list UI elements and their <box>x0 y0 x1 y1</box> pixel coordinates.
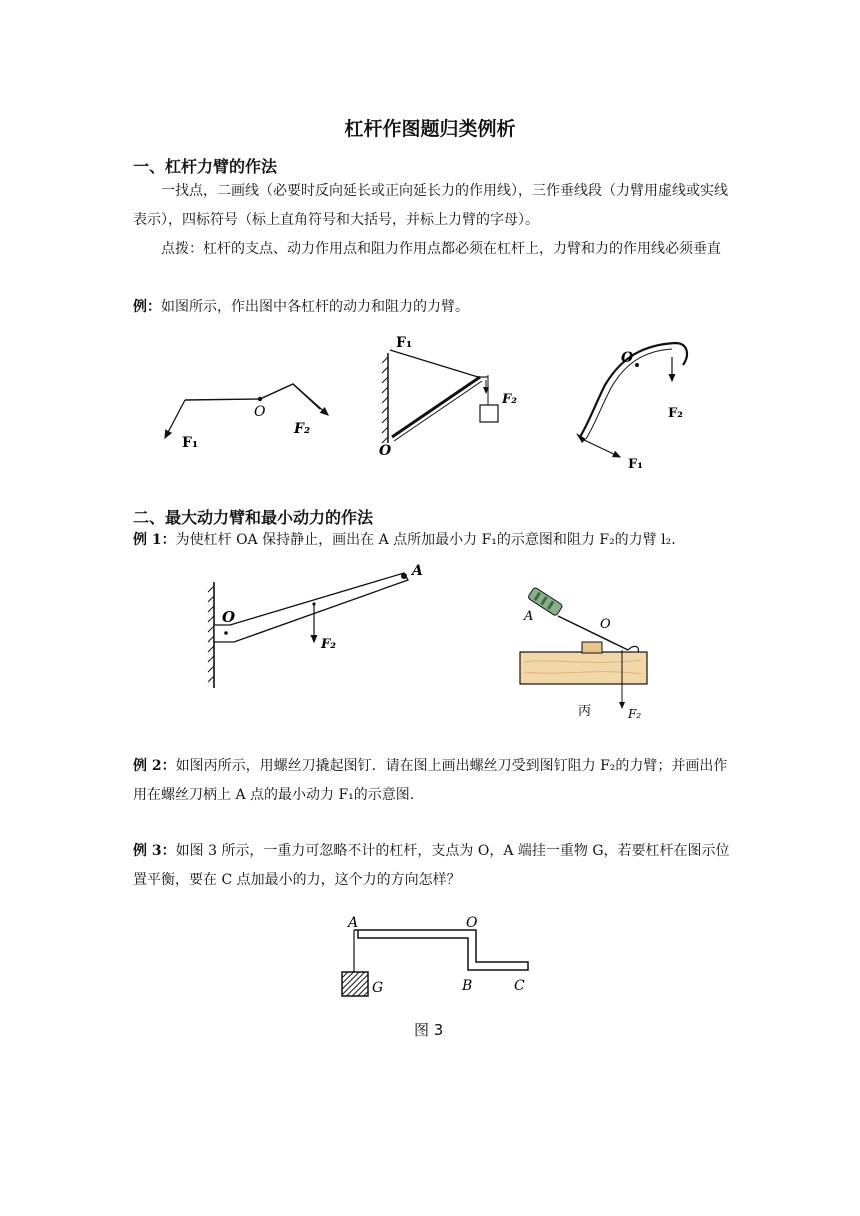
ex3-label-A: A <box>348 915 359 931</box>
ex2-label-bing: 丙 <box>578 704 592 719</box>
example-1-text: 为使杠杆 OA 保持静止，画出在 A 点所加最小力 F₁的示意图和阻力 F₂的力臂 l₂. <box>175 532 676 548</box>
section1-example <box>133 293 741 322</box>
ex3-label-G: G <box>372 980 384 996</box>
ex1-label-O: O <box>222 608 236 626</box>
ex3-label-B: B <box>462 978 473 994</box>
example-3 <box>133 837 741 895</box>
lever2-label-F2: F₂ <box>502 392 517 407</box>
example-2-text: 如图丙所示，用螺丝刀撬起图钉．请在图上画出螺丝刀受到图钉阻力 F₂的力臂；并画出作用在螺丝刀柄上 A 点的最小动力 F₁的示意图. <box>133 758 728 803</box>
figure-3-caption: 图 3 <box>414 1021 444 1039</box>
lever-1 <box>165 384 328 451</box>
lever3-label-F2: F₂ <box>668 406 683 421</box>
section1-paragraph-2: 点拨：杠杆的支点、动力作用点和阻力作用点都必须在杠杆上，力臂和力的作用线必须垂直 <box>161 241 721 257</box>
example-3-label: 例 3： <box>133 843 176 859</box>
ex3-label-O: O <box>466 915 478 931</box>
ex2-label-F2: F₂ <box>628 707 642 720</box>
lever2-label-O: O <box>379 443 392 459</box>
example-3-text: 如图 3 所示，一重力可忽略不计的杠杆，支点为 O，A 端挂一重物 G，若要杠杆在图示位置平衡，要在 C 点加最小的力，这个力的方向怎样？ <box>133 843 730 888</box>
section1-paragraph-1: 一找点，二画线（必要时反向延长或正向延长力的作用线），三作垂线段（力臂用虚线或实线表示），四标符号（标上直角符号和大括号，并标上力臂的字母）。 <box>133 183 728 228</box>
example-label: 例： <box>133 299 161 315</box>
page-title: 杠杆作图题归类例析 <box>344 118 516 140</box>
lever3-label-O: O <box>621 350 634 366</box>
ex3-label-C: C <box>514 978 525 994</box>
ex1-label-F2: F₂ <box>321 637 336 652</box>
figure-levers-row <box>150 325 710 485</box>
example-1-label: 例 1： <box>133 532 176 548</box>
lever1-label-F1: F₁ <box>182 435 199 451</box>
lever2-label-F1: F₁ <box>396 335 413 351</box>
example-2-figure <box>510 580 660 720</box>
lever1-label-F2: F₂ <box>294 421 311 437</box>
example-2-label: 例 2： <box>133 758 176 774</box>
lever-2 <box>379 335 517 459</box>
example-3-figure <box>330 910 540 1010</box>
lever1-label-O: O <box>254 404 266 420</box>
ex2-label-A: A <box>524 609 534 624</box>
ex2-label-O: O <box>600 617 611 632</box>
ex1-label-A: A <box>412 563 423 579</box>
lever-3 <box>576 343 687 472</box>
lever3-label-F1: F₁ <box>628 457 643 472</box>
example-2 <box>133 752 741 810</box>
section1-heading: 一、杠杆力臂的作法 <box>133 157 278 176</box>
section2-heading: 二、最大动力臂和最小动力的作法 <box>133 508 374 527</box>
example-1-figure <box>190 560 430 695</box>
example-text: 如图所示，作出图中各杠杆的动力和阻力的力臂。 <box>161 299 469 315</box>
example-1 <box>133 526 741 555</box>
